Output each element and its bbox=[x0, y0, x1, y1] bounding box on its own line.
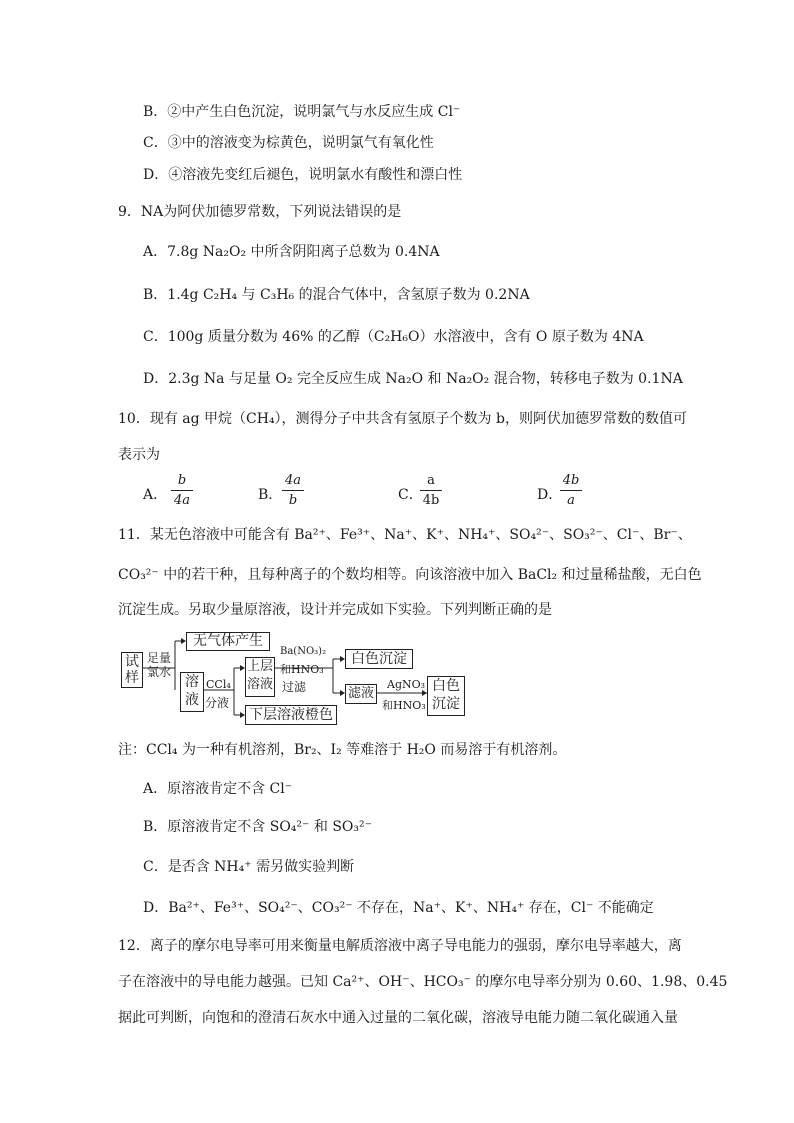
flow-ccl4-label: CCl₄ bbox=[206, 678, 231, 691]
q10-stem-line1: 10．现有 ag 甲烷（CH₄），测得分子中共含有氢原子个数为 b，则阿伏加德罗常数的数值可 bbox=[118, 411, 687, 427]
q8-option-c: C．③中的溶液变为棕黄色，说明氯气有氧化性 bbox=[143, 135, 434, 151]
q11-stem-line3: 沉淀生成。另取少量原溶液，设计并完成如下实验。下列判断正确的是 bbox=[118, 602, 552, 618]
flow-lower-solution-box: 下层溶液橙色 bbox=[245, 705, 337, 725]
q9-option-c: C．100g 质量分数为 46% 的乙醇（C₂H₆O）水溶液中，含有 O 原子数为 4NA bbox=[143, 329, 644, 345]
flow-white-precipitate-1: 白色沉淀 bbox=[345, 649, 413, 669]
q8-option-d: D．④溶液先变红后褪色，说明氯水有酸性和漂白性 bbox=[143, 167, 463, 183]
flow-reagent1-line2: 和HNO₃ bbox=[280, 663, 324, 676]
q10-option-b-denominator: b bbox=[288, 493, 298, 508]
flow-reagent2-line1: AgNO₃ bbox=[387, 678, 426, 691]
flow-filtrate-box: 滤液 bbox=[345, 684, 377, 704]
q11-note: 注：CCl₄ 为一种有机溶剂，Br₂、I₂ 等难溶于 H₂O 而易溶于有机溶剂。 bbox=[118, 742, 567, 758]
q9-option-d: D．2.3g Na 与足量 O₂ 完全反应生成 Na₂O 和 Na₂O₂ 混合物，转移电子数为 0.1NA bbox=[143, 371, 683, 387]
flow-no-gas-box: 无气体产生 bbox=[186, 632, 270, 651]
q11-stem-line2: CO₃²⁻ 中的若干种，且每种离子的个数均相等。向该溶液中加入 BaCl₂ 和过量稀盐酸，无白色 bbox=[118, 567, 702, 583]
flow-separation-label: 分液 bbox=[205, 696, 230, 710]
q10-option-a-numerator: b bbox=[171, 473, 193, 491]
flow-solution-box: 溶液 bbox=[180, 672, 204, 712]
flow-white-precipitate-2: 白色沉淀 bbox=[427, 676, 465, 716]
q9-stem: 9．NA为阿伏加德罗常数，下列说法错误的是 bbox=[118, 204, 402, 220]
q10-option-b-numerator: 4a bbox=[282, 473, 304, 491]
q10-option-c-numerator: a bbox=[420, 473, 442, 491]
q10-option-c-denominator: 4b bbox=[422, 493, 440, 508]
q11-stem-line1: 11．某无色溶液中可能含有 Ba²⁺、Fe³⁺、Na⁺、K⁺、NH₄⁺、SO₄²⁻、SO₃²⁻、Cl⁻、Br⁻、 bbox=[118, 527, 692, 543]
flow-reagent2-line2: 和HNO₃ bbox=[382, 699, 426, 712]
q11-option-c: C．是否含 NH₄⁺ 需另做实验判断 bbox=[143, 859, 355, 875]
q12-line1: 12．离子的摩尔电导率可用来衡量电解质溶液中离子导电能力的强弱，摩尔电导率越大，离 bbox=[118, 938, 682, 954]
flow-upper-solution-box: 上层溶液 bbox=[245, 657, 275, 697]
q11-option-b: B．原溶液肯定不含 SO₄²⁻ 和 SO₃²⁻ bbox=[143, 819, 373, 835]
q11-option-a: A．原溶液肯定不含 Cl⁻ bbox=[143, 781, 293, 797]
flow-sample-box: 试样 bbox=[121, 652, 143, 688]
q12-line3: 据此可判断，向饱和的澄清石灰水中通入过量的二氧化碳，溶液导电能力随二氧化碳通入量 bbox=[118, 1010, 678, 1026]
q10-option-d-numerator: 4b bbox=[560, 473, 582, 491]
q10-stem-line2: 表示为 bbox=[118, 447, 160, 463]
q10-option-a-label: A． bbox=[143, 487, 168, 503]
q10-option-b-label: B． bbox=[258, 487, 283, 503]
flow-filter-label: 过滤 bbox=[282, 680, 307, 694]
q9-option-b: B．1.4g C₂H₄ 与 C₃H₆ 的混合气体中，含氢原子数为 0.2NA bbox=[143, 287, 530, 303]
q11-option-d: D．Ba²⁺、Fe³⁺、SO₄²⁻、CO₃²⁻ 不存在，Na⁺、K⁺、NH₄⁺ 存在，Cl⁻ 不能确定 bbox=[143, 900, 654, 916]
flow-chlorine-water-label: 足量氯水 bbox=[146, 651, 171, 679]
q10-option-d-denominator: a bbox=[567, 493, 575, 508]
flow-reagent1-line1: Ba(NO₃)₂ bbox=[280, 646, 327, 657]
q10-option-c-label: C． bbox=[398, 487, 423, 503]
q12-line2: 子在溶液中的导电能力越强。已知 Ca²⁺、OH⁻、HCO₃⁻ 的摩尔电导率分别为 0.60、1.98、0.45 bbox=[118, 974, 728, 990]
q9-option-a: A．7.8g Na₂O₂ 中所含阴阳离子总数为 0.4NA bbox=[143, 244, 440, 260]
q10-option-d-label: D． bbox=[537, 487, 563, 503]
q10-option-a-denominator: 4a bbox=[173, 493, 191, 508]
q8-option-b: B．②中产生白色沉淀，说明氯气与水反应生成 Cl⁻ bbox=[143, 104, 461, 120]
